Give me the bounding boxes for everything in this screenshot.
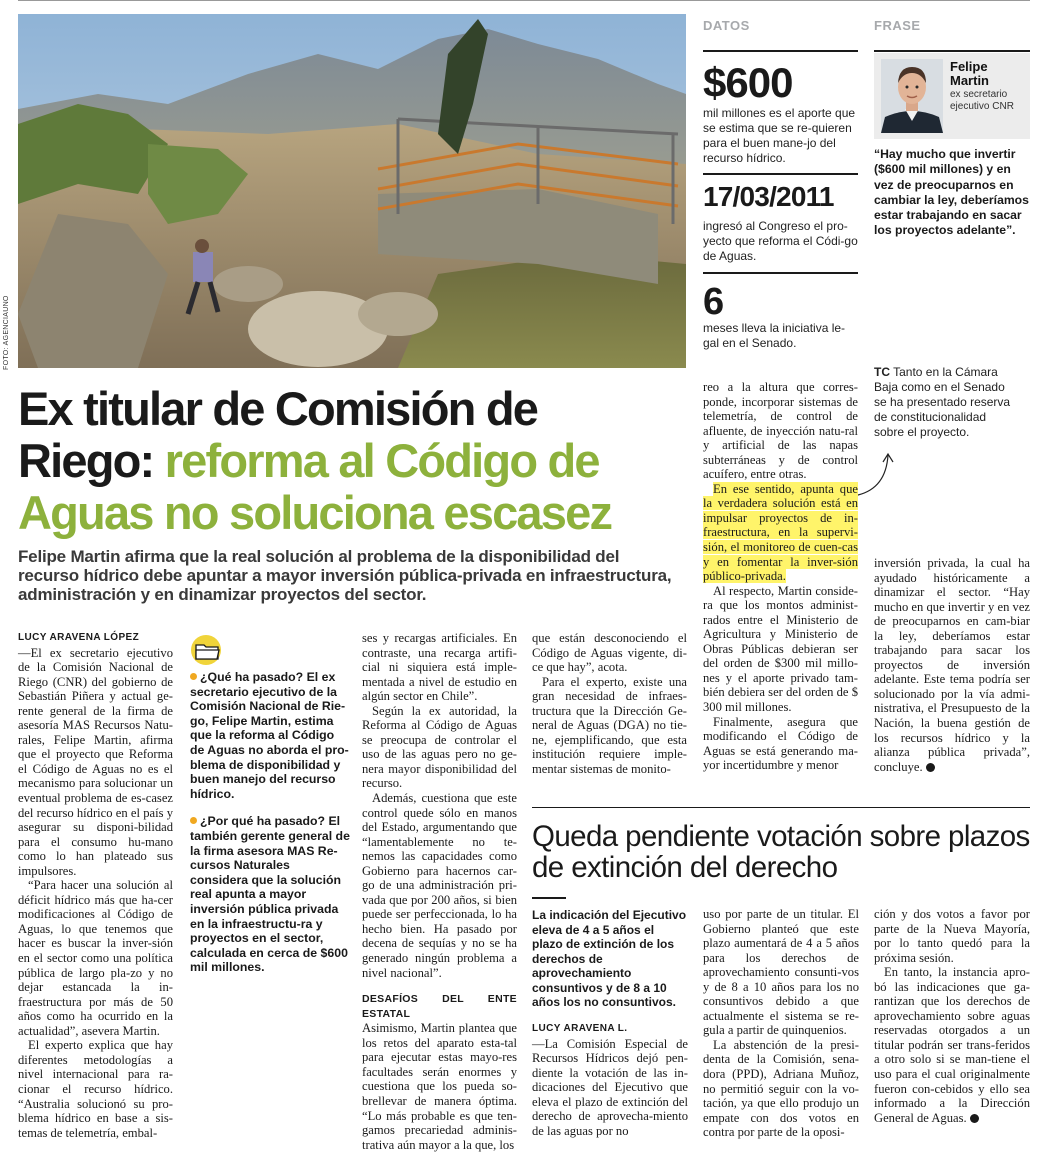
byline: LUCY ARAVENA LÓPEZ <box>18 632 140 643</box>
bullet-icon <box>190 817 197 824</box>
frase-role: ex secretario ejecutivo CNR <box>950 89 1014 112</box>
datos-label: DATOS <box>703 18 750 33</box>
tc-note <box>874 365 1014 440</box>
story2-headline: Queda pendiente votación sobre plazos de extinción del derecho <box>532 820 1030 884</box>
paragraph: “Para hacer una solución al déficit hídrico más que ha-cer modificaciones al Código de Aguas, lo que tenemos que hacer es buscar la inver-sión en el sector como una política pública de largo pla-zo y no dejar estancada la in-fraestructura por más de 50 años como ha ocurrido en la actualidad”, asevera Martin. <box>18 878 173 1038</box>
datos-rule <box>703 173 858 175</box>
highlighted-paragraph <box>703 482 858 584</box>
portrait-photo <box>881 59 943 133</box>
qa-question: ¿Qué ha pasado? <box>200 670 304 684</box>
story2-rule <box>532 807 1030 808</box>
datos-big-1: $600 <box>703 59 793 106</box>
end-mark-icon <box>926 763 935 772</box>
datos-text-1: mil millones es el aporte que se estima que se re-quieren para el buen mane-jo del recurso hídrico. <box>703 106 856 165</box>
paragraph: La abstención de la presi-denta de la Comisión, sena-dora (PPD), Adriana Muñoz, no permitió seguir con la vo-tación, ya que ello produjo un empate con dos votos en contra por parte de la oposi- <box>703 1037 859 1140</box>
story2-column-3 <box>874 907 1030 1125</box>
tc-tag: TC <box>874 365 890 379</box>
datos-text-2: ingresó al Congreso el pro-yecto que reforma el Códi-go de Aguas. <box>703 219 858 263</box>
subhead: DESAFÍOS DEL ENTE ESTATAL <box>362 993 517 1020</box>
tc-text: Tanto en la Cámara Baja como en el Senado se ha presentado reserva de constitucionalidad sobre el proyecto. <box>874 365 1011 439</box>
folder-icon <box>190 634 226 666</box>
frase-label: FRASE <box>874 18 921 33</box>
end-mark-icon <box>970 1114 979 1123</box>
headline-green: reforma al Código de Aguas no soluciona escasez <box>18 434 612 539</box>
article-column-1 <box>18 631 173 1140</box>
paragraph: Asimismo, Martin plantea que los retos del aparato esta-tal para ejecutar estas mayo-res facultades serán enormes y cuestiona que los pueda so-brellevar de manera óptima. “Lo más probable es que ten-gamos precariedad adminis-trativa aún mayor a la que, los <box>362 1021 517 1152</box>
article-column-5 <box>703 380 858 773</box>
qa-question: ¿Por qué ha pasado? <box>200 814 326 829</box>
frase-quote: “Hay mucho que invertir ($600 mil millones) y en vez de preocuparnos en cambiar la ley, deberíamos estar trabajando en sacar los proyectos adelante”. <box>874 147 1029 238</box>
paragraph: que están desconociendo el Código de Aguas vigente, di-ce que hay”, acota. <box>532 631 687 675</box>
paragraph <box>874 556 1030 774</box>
qa-box <box>190 670 350 975</box>
lead-paragraph: Felipe Martin afirma que la real solución al problema de la disponibilidad del recurso hídrico debe apuntar a mayor inversión pública-privada en infraestructura, administración y en dinamizar proyectos del sector. <box>18 547 672 604</box>
qa-item-1 <box>190 670 350 801</box>
qa-answer: El también gerente general de la firma asesora MAS Re-cursos Naturales considera que la solución real apunta a mayor inversión pública privada en la infraestructu-ra y proyectos en el sector, calculada en cerca de $600 mil millones. <box>190 814 350 975</box>
paragraph: Para el experto, existe una gran necesidad de infraes-tructura que la Dirección Ge-neral de Aguas (DGA) no tie-ne, ejemplificando, que esta institución requiere imple-mentar sistemas de monito- <box>532 674 687 776</box>
headline-dark: Ex titular de Comisión de Riego: <box>18 382 538 487</box>
article-column-4 <box>532 631 687 776</box>
frase-name: Felipe Martin <box>950 59 989 88</box>
datos-rule <box>703 272 858 274</box>
highlight-text: En ese sentido, apunta que la verdadera solución está en impulsar proyectos de in-fraestructura, en la supervi-sión, el monitoreo de cuen-cas y en fomentar la inver-sión público-privada. <box>703 481 858 584</box>
story2-byline: LUCY ARAVENA L. <box>532 1023 628 1034</box>
top-rule <box>18 0 1030 1</box>
paragraph: Además, cuestiona que este control quede sólo en manos del Estado, argumentando que “lamentablemente no te-nemos las capacidades como Gobierno para hacernos car-go de una administración pri-vada que por 200 años, si bien puede ser perfeccionada, lo ha hecho bien. Ha pasado por decena de sequías y no se ha generado ningún problema a nivel nacional”. <box>362 791 517 980</box>
story2-column-1 <box>532 1022 688 1138</box>
story2-dek: La indicación del Ejecutivo eleva de 4 a 5 años el plazo de extinción de los derechos de aprovechamiento consuntivos y de 8 a 10 años los no consuntivos. <box>532 908 687 1009</box>
frase-rule <box>874 50 1030 52</box>
story2-column-2 <box>703 907 859 1140</box>
paragraph: Finalmente, asegura que modificando el Código de Aguas se está generando ma-yor incertidumbre y menor <box>703 714 858 773</box>
datos-rule <box>703 50 858 52</box>
paragraph-text: En tanto, la instancia apro-bó las indicaciones que ga-rantizan que los derechos de aprovechamiento sobre aguas reservadas otorgados a un titular podrán ser trans-feridos a otro solo si se man-tiene el uso para el cual originalmente fueron con-cebidos y ello sea informado a la Dirección General de Aguas. <box>874 965 1030 1125</box>
datos-big-3: 6 <box>703 281 725 323</box>
paragraph: —La Comisión Especial de Recursos Hídricos dejó pen-diente la votación de las in-dicaciones del Ejecutivo que eleva el plazo de extinción del derecho de aprovecha-miento de las aguas por no <box>532 1036 688 1138</box>
article-column-3 <box>362 631 517 1152</box>
article-column-6 <box>874 556 1030 774</box>
headline <box>18 383 678 539</box>
paragraph <box>874 965 1030 1125</box>
datos-big-2: 17/03/2011 <box>703 181 834 212</box>
qa-item-2 <box>190 814 350 975</box>
paragraph: reo a la altura que corres-ponde, incorporar sistemas de telemetría, de control de afluente, de inyección natu-ral y artificial de las napas subterráneas y de control acuífero, entre otras. <box>703 380 858 482</box>
article-photo <box>18 14 686 368</box>
paragraph: El experto explica que hay diferentes metodologías a nivel internacional para ra-cionar el recurso hídrico. “Australia solucionó su pro-blema hídrico en base a sis-temas de telemetría, embal- <box>18 1038 173 1140</box>
paragraph: —El ex secretario ejecutivo de la Comisión Nacional de Riego (CNR) del gobierno de Sebastián Piñera y actual ge-rente general de la firma de asesoría MAS Recursos Natu-rales, Felipe Martin, afirma que el proyecto que Reforma el Código de Aguas no es el mecanismo para solucionar un eventual problema de es-casez del recurso hídrico en el país y asegurar su disponi-bilidad para el consumo hu-mano como lo han plateado sus impulsores. <box>18 645 173 878</box>
photo-credit: FOTO: AGENCIAUNO <box>3 295 10 370</box>
paragraph: ción y dos votos a favor por parte de la Nueva Mayoría, por lo tanto quedó para la próxima sesión. <box>874 907 1030 965</box>
paragraph: uso por parte de un titular. El Gobierno planteó que este plazo aumentará de 4 a 5 años para los derechos de aprovechamiento consunti-vos y de 8 a 10 años para los no consuntivos debido a que actualmente el sistema se re-gula a partir de quinquenios. <box>703 907 859 1038</box>
qa-answer: El ex secretario ejecutivo de la Comisión Nacional de Rie-go, Felipe Martin, estima que la reforma al Código de Aguas no aborda el pro-blema de disponibilidad y buen manejo del recurso hídrico. <box>190 670 349 801</box>
paragraph: Al respecto, Martin conside-ra que los montos administ-rados entre el Ministerio de Agricultura y Ministerio de Obras Públicas debieran ser del orden de $300 mil millo-nes y el aporte privado tam-bién debiera ser del orden de $ 300 mil millones. <box>703 583 858 715</box>
paragraph-text: inversión privada, la cual ha ayudado históricamente a dinamizar el sector. “Hay mucho en que invertir y en vez de preocuparnos en cam-biar la ley, deberíamos estar trabajando para sacar los proyectos de inversión adelante. Este tema podría ser solucionado por la vía admi-nistrativa, el Presupuesto de la Nación, la buena gestión de los recursos hídrico y la alianza pública privada”, concluye. <box>874 556 1030 774</box>
datos-text-3: meses lleva la iniciativa le-gal en el Senado. <box>703 321 846 350</box>
story2-short-rule <box>532 897 566 899</box>
paragraph: ses y recargas artificiales. En contraste, una recarga artifi-cial ni siquiera está imple-mentada a nivel de estudio en algún sector en Chile”. <box>362 631 517 704</box>
paragraph: Según la ex autoridad, la Reforma al Código de Aguas se preocupa de controlar el uso de las aguas pero no ge-nera mayor disponibilidad del recurso. <box>362 703 517 791</box>
bullet-icon <box>190 673 197 680</box>
